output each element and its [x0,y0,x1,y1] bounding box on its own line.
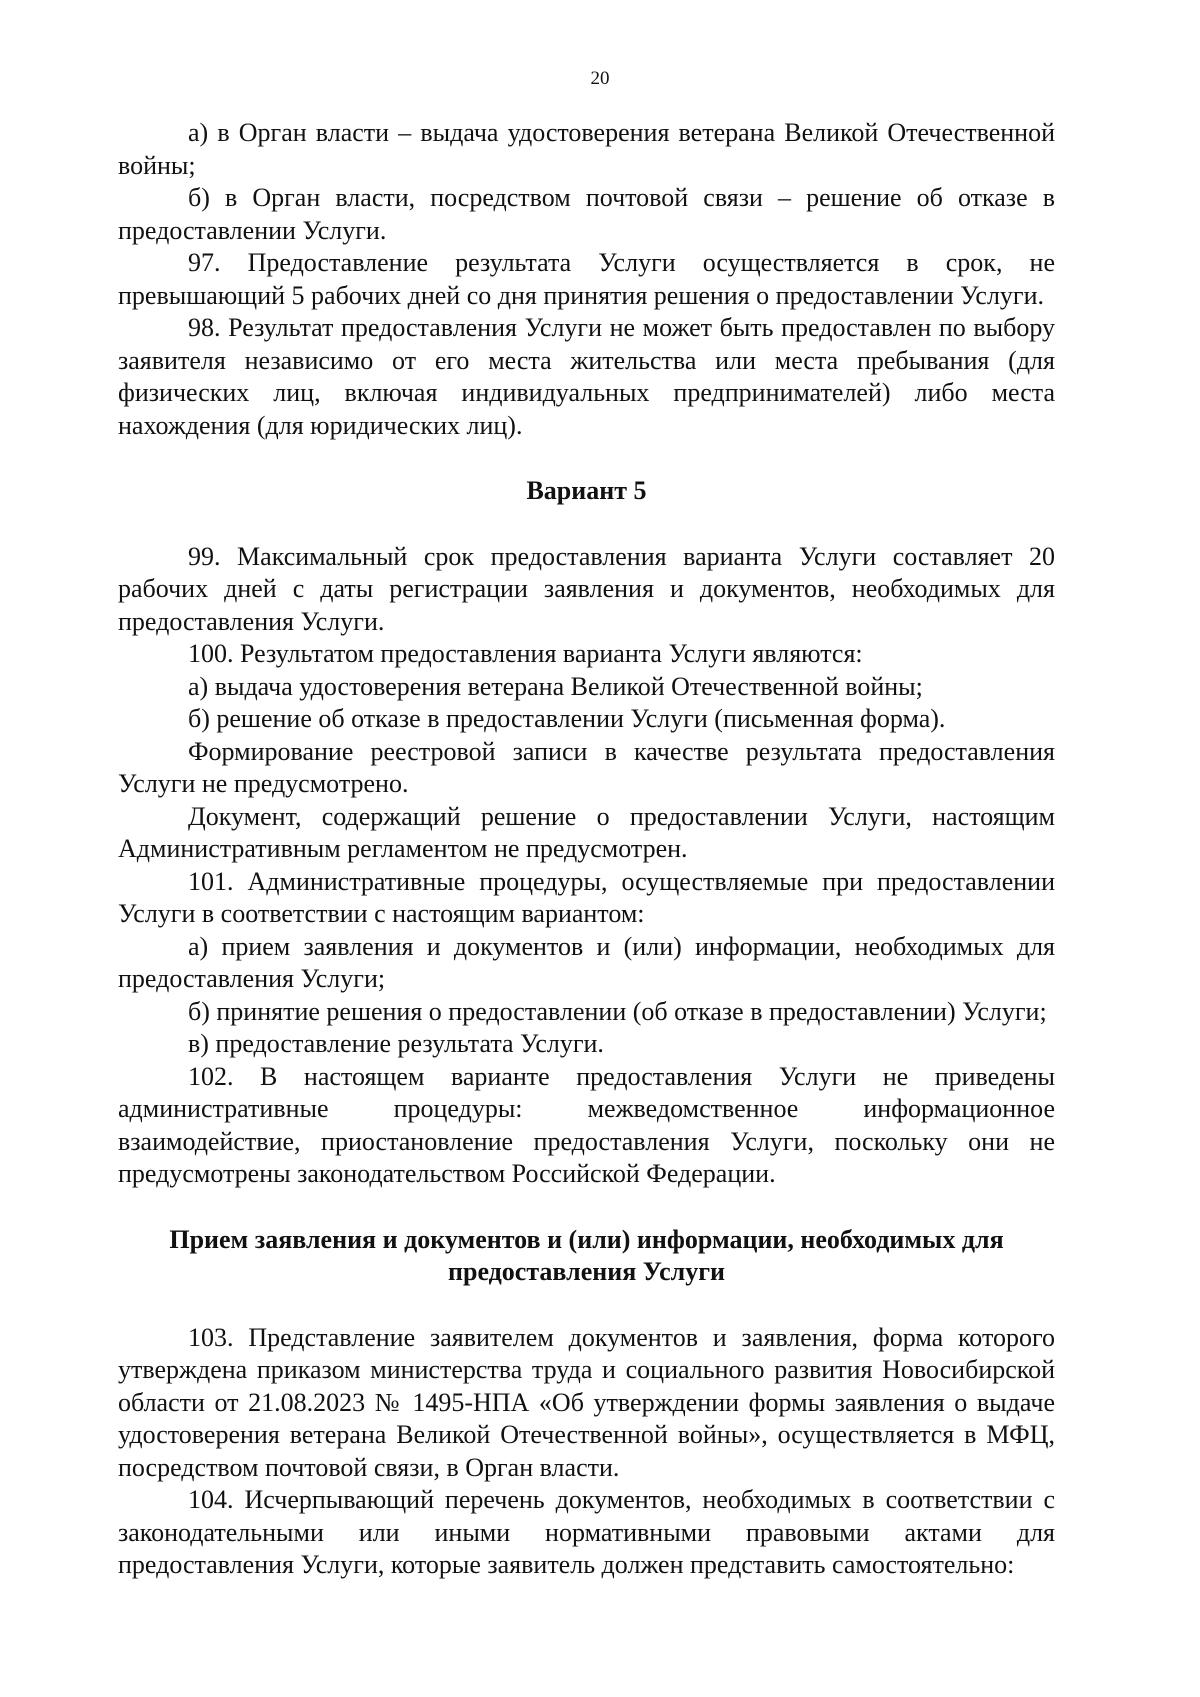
paragraph: б) в Орган власти, посредством почтовой связи – решение об отказе в предоставлении Услуги. [118,183,1055,245]
section-heading: Прием заявления и документов и (или) информации, необходимых для предоставления Услуги [169,1224,1004,1286]
paragraph: 101. Административные процедуры, осуществляемые при предоставлении Услуги в соответствии с настоящим вариантом: [118,866,1055,928]
paragraph: 103. Представление заявителем документов и заявления, форма которого утверждена приказом министерства труда и социального развития Новосибирской области от 21.08.2023 № 1495-НПА «Об утверждении формы заявления о выдаче удостоверения ветерана Великой Отечественной войны», осуществляется в МФЦ, посредством почтовой связи, в Орган власти. [118,1322,1055,1482]
paragraph: 98. Результат предоставления Услуги не может быть предоставлен по выбору заявителя независимо от его места жительства или места пребывания (для физических лиц, включая индивидуальных предпринимателей) либо места нахождения (для юридических лиц). [118,313,1055,440]
document-body [118,117,1055,1582]
paragraph: 104. Исчерпывающий перечень документов, необходимых в соответствии с законодательными или иными нормативными правовыми актами для предоставления Услуги, которые заявитель должен представить самостоятельно: [118,1485,1055,1579]
paragraph: а) прием заявления и документов и (или) информации, необходимых для предоставления Услуги; [118,931,1055,993]
paragraph: Формирование реестровой записи в качестве результата предоставления Услуги не предусмотрено. [118,736,1055,798]
paragraph: а) выдача удостоверения ветерана Великой Отечественной войны; [188,671,923,701]
page-number: 20 [590,68,610,89]
paragraph: б) принятие решения о предоставлении (об отказе в предоставлении) Услуги; [188,996,1047,1026]
paragraph: 100. Результатом предоставления варианта Услуги являются: [188,639,863,668]
paragraph: 102. В настоящем варианте предоставления Услуги не приведены административные процедуры: межведомственное информационное взаимодействие, приостановление предоставления Услуги, поскольку они не предусмотрены законодательством Российской Федерации. [118,1061,1055,1188]
section-heading-variant: Вариант 5 [526,476,647,505]
paragraph: 97. Предоставление результата Услуги осуществляется в срок, не превышающий 5 рабочих дней со дня принятия решения о предоставлении Услуги. [118,248,1055,310]
paragraph: а) в Орган власти – выдача удостоверения ветерана Великой Отечественной войны; [118,118,1055,180]
paragraph: Документ, содержащий решение о предоставлении Услуги, настоящим Административным регламентом не предусмотрен. [118,801,1055,863]
paragraph: в) предоставление результата Услуги. [188,1029,604,1058]
paragraph: 99. Максимальный срок предоставления варианта Услуги составляет 20 рабочих дней с даты регистрации заявления и документов, необходимых для предоставления Услуги. [118,541,1055,636]
paragraph: б) решение об отказе в предоставлении Услуги (письменная форма). [188,704,946,733]
